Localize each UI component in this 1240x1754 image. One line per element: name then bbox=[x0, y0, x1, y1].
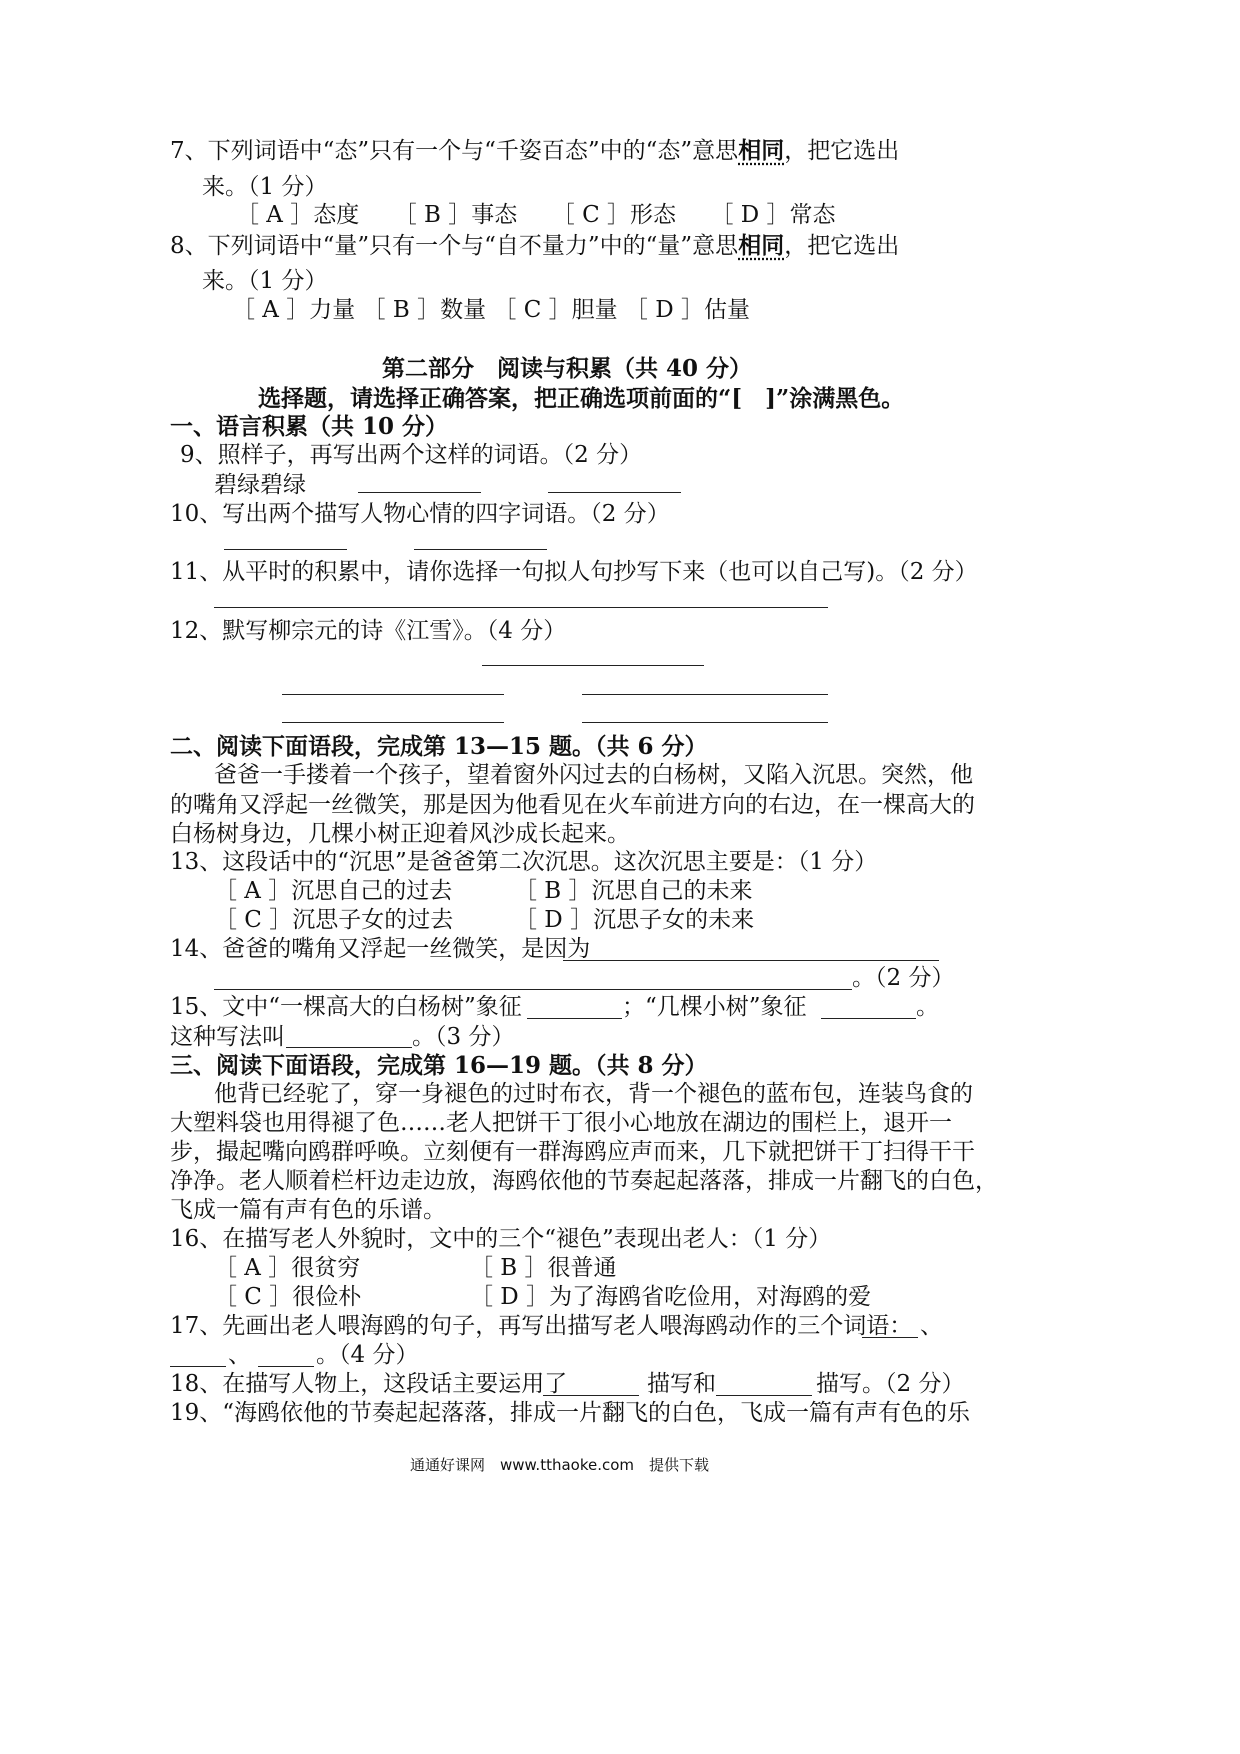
q8-text-end: ，把它选出 bbox=[784, 233, 900, 259]
q7-options: ［ A ］态度 ［ B ］事态 ［ C ］形态 ［ D ］常态 bbox=[236, 202, 836, 228]
q13-option-c[interactable]: ［ C ］沉思子女的过去 bbox=[214, 907, 454, 933]
section2-para-3: 白杨树身边，几棵小树正迎着风沙成长起来。 bbox=[170, 821, 630, 847]
q7-line1 bbox=[170, 139, 899, 163]
q11-blank[interactable] bbox=[214, 607, 828, 608]
q9-blank-1[interactable] bbox=[358, 492, 481, 493]
q14-end: 。（2 分） bbox=[852, 965, 955, 991]
q15-text-e: 。（3 分） bbox=[412, 1024, 515, 1050]
footer-credit: 通通好课网 www.tthaoke.com 提供下载 bbox=[410, 1456, 710, 1474]
q19-text: 19、“海鸥依他的节奏起起落落，排成一片翻飞的白色，飞成一篇有声有色的乐 bbox=[170, 1400, 971, 1426]
q7-text: 7、下列词语中“态”只有一个与“千姿百态”中的“态”意思 bbox=[170, 138, 739, 164]
q14-text: 14、爸爸的嘴角又浮起一丝微笑，是因为 bbox=[170, 936, 591, 962]
section3-para-2: 大塑料袋也用得褪了色……老人把饼干丁很小心地放在湖边的围栏上，退开一 bbox=[170, 1110, 952, 1136]
q9-example: 碧绿碧绿 bbox=[214, 472, 306, 498]
q12-blank-4[interactable] bbox=[582, 722, 828, 723]
q17-blank-3[interactable] bbox=[258, 1366, 314, 1367]
q14-blank-2[interactable] bbox=[214, 989, 852, 990]
q8-line2: 来。（1 分） bbox=[202, 268, 328, 294]
q18-text-a: 18、在描写人物上，这段话主要运用了 bbox=[170, 1371, 568, 1397]
q12-blank-title[interactable] bbox=[482, 665, 704, 666]
q11-text: 11、从平时的积累中，请你选择一句拟人句抄写下来（也可以自己写)。（2 分） bbox=[170, 559, 978, 585]
section3-para-4: 净净。老人顺着栏杆边走边放，海鸥依他的节奏起起落落，排成一片翻飞的白色， bbox=[170, 1168, 998, 1194]
q13-option-a[interactable]: ［ A ］沉思自己的过去 bbox=[214, 878, 453, 904]
q9-text: 9、照样子，再写出两个这样的词语。（2 分） bbox=[180, 442, 643, 468]
section3-para-3: 步，撮起嘴向鸥群呼唤。立刻便有一群海鸥应声而来，几下就把饼干丁扫得干干 bbox=[170, 1139, 975, 1165]
q9-blank-2[interactable] bbox=[548, 492, 681, 493]
q17-sep-1: 、 bbox=[228, 1342, 251, 1368]
q15-line2 bbox=[170, 1026, 285, 1049]
section3-heading: 三、阅读下面语段，完成第 16—19 题。（共 8 分） bbox=[170, 1052, 708, 1079]
q18-text-c: 描写。（2 分） bbox=[816, 1371, 965, 1397]
q15-text-c: 。 bbox=[916, 994, 939, 1020]
section2-para-2: 的嘴角又浮起一丝微笑，那是因为他看见在火车前进方向的右边，在一棵高大的 bbox=[170, 792, 975, 818]
section1-heading: 一、语言积累（共 10 分） bbox=[170, 413, 449, 440]
part2-instruction: 选择题，请选择正确答案，把正确选项前面的“[ ]”涂满黑色。 bbox=[258, 385, 905, 412]
q8-line1 bbox=[170, 234, 899, 258]
q15-blank-3[interactable] bbox=[286, 1047, 412, 1048]
q15-blank-2[interactable] bbox=[821, 1018, 916, 1019]
q18-blank-2[interactable] bbox=[716, 1395, 812, 1396]
section3-para-1: 他背已经驼了，穿一身褪色的过时布衣，背一个褪色的蓝布包，连装鸟食的 bbox=[214, 1081, 973, 1107]
section3-para-5: 飞成一篇有声有色的乐谱。 bbox=[170, 1197, 446, 1223]
q10-blank-2[interactable] bbox=[414, 549, 547, 550]
q12-text: 12、默写柳宗元的诗《江雪》。（4 分） bbox=[170, 618, 567, 644]
q7-text-end: ，把它选出 bbox=[784, 138, 900, 164]
q12-blank-2[interactable] bbox=[582, 694, 828, 695]
q18-blank-1[interactable] bbox=[543, 1395, 639, 1396]
q16-option-c[interactable]: ［ C ］很俭朴 bbox=[214, 1284, 362, 1310]
q16-option-d[interactable]: ［ D ］为了海鸥省吃俭用，对海鸥的爱 bbox=[470, 1284, 872, 1310]
q13-option-d[interactable]: ［ D ］沉思子女的未来 bbox=[514, 907, 755, 933]
q10-blank-1[interactable] bbox=[224, 549, 347, 550]
q8-options: ［ A ］力量 ［ B ］数量 ［ C ］胆量 ［ D ］估量 bbox=[232, 297, 750, 323]
q17-blank-2[interactable] bbox=[170, 1366, 226, 1367]
q15-text-a: 15、文中“一棵高大的白杨树”象征 bbox=[170, 994, 522, 1020]
section2-para-1: 爸爸一手搂着一个孩子，望着窗外闪过去的白杨树，又陷入沉思。突然，他 bbox=[214, 762, 973, 788]
q13-text: 13、这段话中的“沉思”是爸爸第二次沉思。这次沉思主要是：（1 分） bbox=[170, 849, 878, 875]
q7-emphasis: 相同 bbox=[738, 137, 785, 164]
part2-title: 第二部分 阅读与积累（共 40 分） bbox=[382, 355, 753, 382]
q17-end: 。（4 分） bbox=[316, 1342, 419, 1368]
q13-option-b[interactable]: ［ B ］沉思自己的未来 bbox=[514, 878, 753, 904]
q16-option-b[interactable]: ［ B ］很普通 bbox=[470, 1255, 617, 1281]
q17-sep-0: 、 bbox=[920, 1313, 943, 1339]
section2-heading: 二、阅读下面语段，完成第 13—15 题。（共 6 分） bbox=[170, 733, 708, 760]
q8-emphasis: 相同 bbox=[738, 232, 785, 259]
q12-blank-1[interactable] bbox=[282, 694, 504, 695]
q14-blank-1[interactable] bbox=[563, 960, 939, 961]
q12-blank-3[interactable] bbox=[282, 722, 504, 723]
q15-blank-1[interactable] bbox=[527, 1018, 622, 1019]
q17-blank-1[interactable] bbox=[862, 1337, 918, 1338]
q8-text: 8、下列词语中“量”只有一个与“自不量力”中的“量”意思 bbox=[170, 233, 739, 259]
q16-text: 16、在描写老人外貌时，文中的三个“褪色”表现出老人：（1 分） bbox=[170, 1226, 832, 1252]
q17-text: 17、先画出老人喂海鸥的句子，再写出描写老人喂海鸥动作的三个词语： bbox=[170, 1313, 913, 1339]
q18-text-b: 描写和 bbox=[647, 1371, 716, 1397]
q7-line2: 来。（1 分） bbox=[202, 174, 328, 200]
q15-text-d: 这种写法叫 bbox=[170, 1024, 285, 1050]
q10-text: 10、写出两个描写人物心情的四字词语。（2 分） bbox=[170, 501, 670, 527]
q15-text-b: ；“几棵小树”象征 bbox=[622, 994, 807, 1020]
q16-option-a[interactable]: ［ A ］很贫穷 bbox=[214, 1255, 361, 1281]
